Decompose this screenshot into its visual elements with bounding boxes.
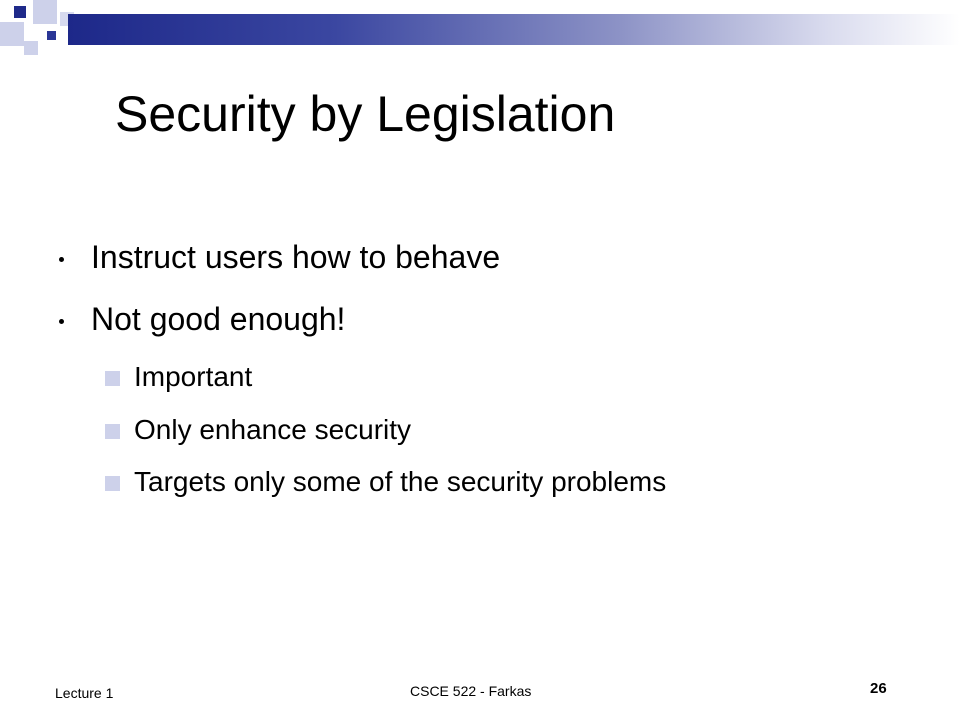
decorative-square: [14, 6, 26, 18]
bullet-dot-icon: [59, 257, 64, 262]
sub-bullet-item: [0, 360, 960, 400]
footer-course-label: CSCE 522 - Farkas: [410, 683, 532, 699]
sub-bullet-text: Important: [134, 361, 253, 392]
bullet-text: Instruct users how to behave: [91, 239, 501, 275]
square-bullet-icon: [105, 371, 120, 386]
square-bullet-icon: [105, 476, 120, 491]
decorative-square: [24, 41, 38, 55]
sub-bullet-item: [0, 465, 960, 505]
slide-page-number: 26: [870, 680, 887, 697]
sub-bullet-text: Targets only some of the security problems: [134, 466, 667, 497]
bullet-item: [0, 300, 960, 348]
slide-title: Security by Legislation: [115, 86, 616, 142]
header-gradient-band: [68, 14, 960, 45]
bullet-text: Not good enough!: [91, 301, 346, 337]
square-bullet-icon: [105, 424, 120, 439]
decorative-square: [0, 22, 24, 46]
sub-bullet-item: [0, 413, 960, 453]
bullet-dot-icon: [59, 319, 64, 324]
sub-bullet-text: Only enhance security: [134, 414, 412, 445]
footer-lecture-label: Lecture 1: [55, 685, 114, 701]
bullet-item: [0, 238, 960, 286]
decorative-square: [47, 31, 56, 40]
decorative-square: [33, 0, 57, 24]
